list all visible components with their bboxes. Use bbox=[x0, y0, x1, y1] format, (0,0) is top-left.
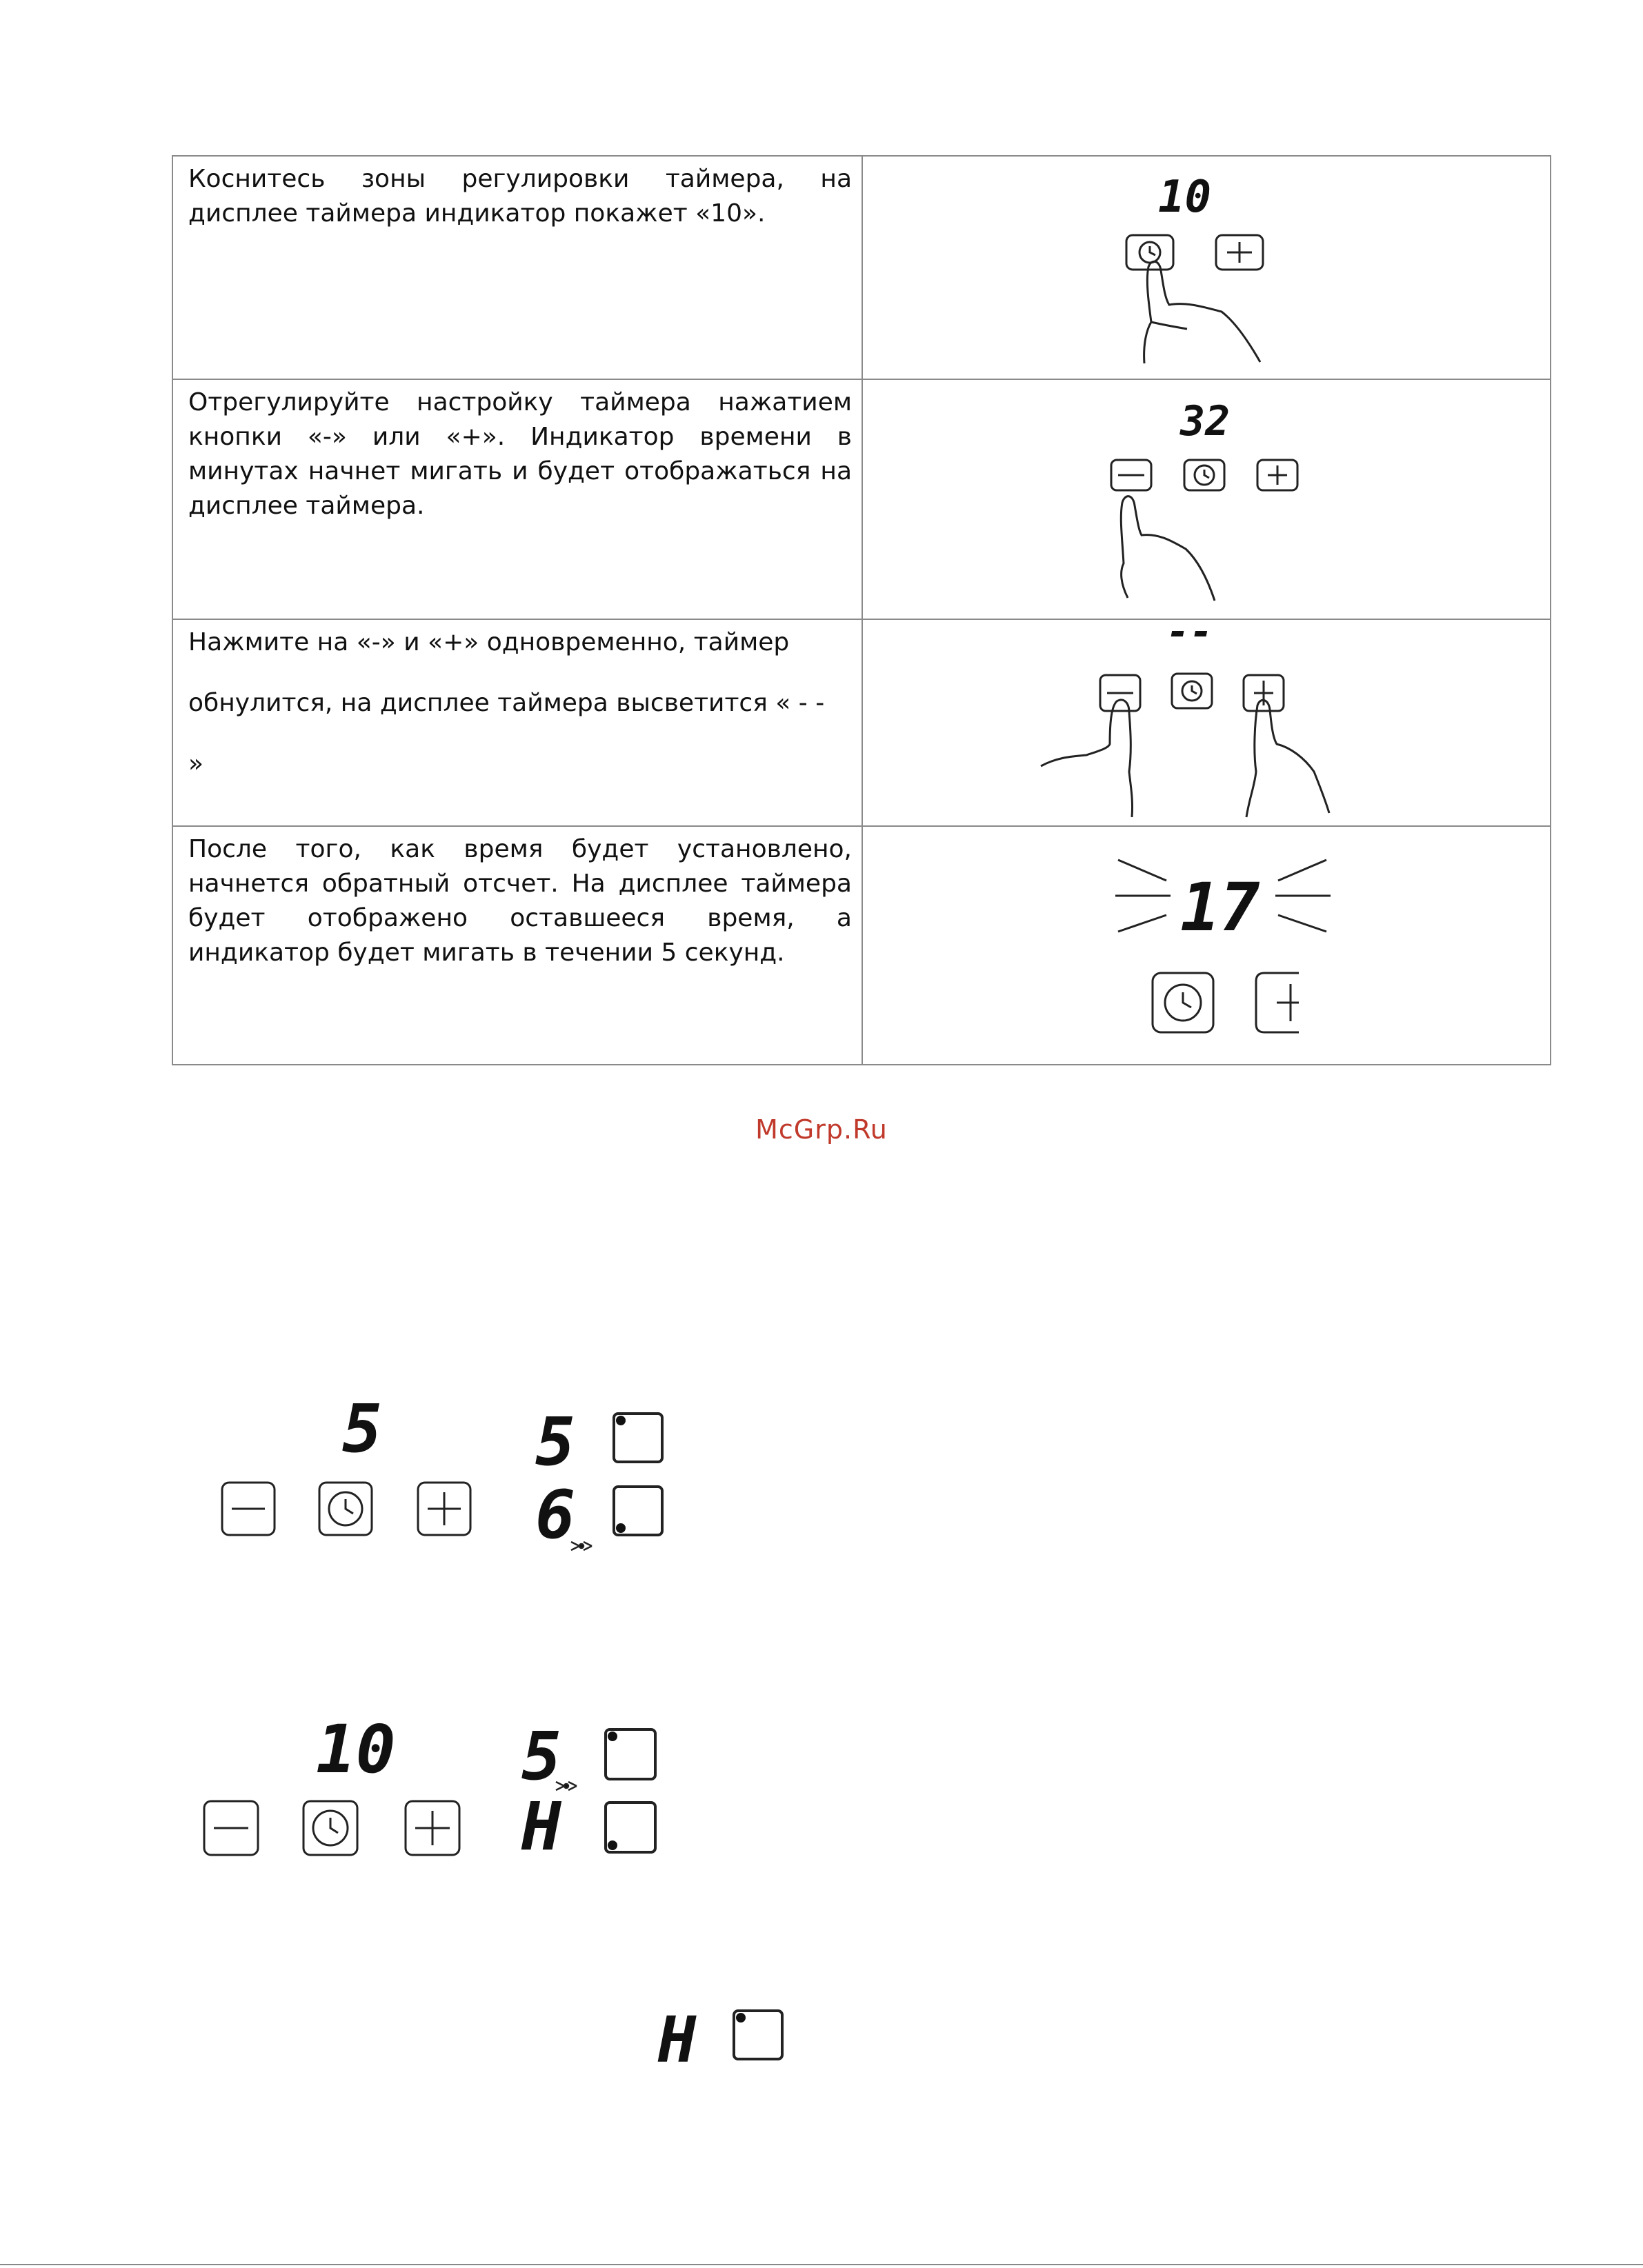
hob-figure-2 bbox=[193, 1703, 690, 1883]
table-row bbox=[172, 619, 1551, 826]
clock-button[interactable] bbox=[1153, 973, 1213, 1032]
timer-display: 32 bbox=[1180, 397, 1231, 445]
row-illustration bbox=[862, 379, 1551, 619]
timer-countdown-illustration bbox=[863, 827, 1550, 1058]
zone-display: H bbox=[521, 1788, 561, 1865]
table-row bbox=[172, 156, 1551, 379]
finger-icon bbox=[1144, 261, 1260, 363]
plus-icon bbox=[428, 1492, 461, 1525]
plus-button[interactable] bbox=[1256, 973, 1299, 1032]
right-finger-icon bbox=[1246, 700, 1329, 817]
hob-figure-1 bbox=[207, 1386, 690, 1565]
clock-button[interactable] bbox=[303, 1801, 357, 1855]
row-illustration bbox=[862, 619, 1551, 826]
timer-display: 5 bbox=[342, 1390, 382, 1467]
timer-adjust-illustration bbox=[863, 380, 1550, 613]
timer-display: 10 bbox=[1158, 172, 1212, 223]
row-text bbox=[172, 619, 862, 826]
plus-button[interactable] bbox=[406, 1801, 459, 1855]
row-text-line: Нажмите на «-» и «+» одновременно, таймер bbox=[188, 628, 790, 656]
watermark: McGrp.Ru bbox=[755, 1114, 888, 1145]
plus-icon bbox=[1277, 984, 1299, 1021]
timer-display: 10 bbox=[316, 1711, 396, 1788]
clock-button[interactable] bbox=[1184, 460, 1224, 490]
instruction-table bbox=[172, 155, 1551, 1065]
clock-button[interactable] bbox=[319, 1483, 372, 1535]
row-text: После того, как время будет установлено, начнется обратный отсчет. На дисплее таймера будет отображено оставшееся время, а индикатор будет мигать в течении 5 секунд. bbox=[172, 826, 862, 1065]
plus-icon bbox=[1254, 681, 1273, 705]
zone-display: 6 bbox=[535, 1476, 575, 1554]
table-row bbox=[172, 379, 1551, 619]
row-text-line: обнулится, на дисплее таймера высветится « - - bbox=[188, 689, 825, 717]
timer-display: 17 bbox=[1180, 869, 1260, 946]
minus-button[interactable] bbox=[1111, 460, 1151, 490]
plus-button[interactable] bbox=[1216, 235, 1263, 270]
row-illustration bbox=[862, 826, 1551, 1065]
plus-icon bbox=[1268, 465, 1287, 485]
plus-button[interactable] bbox=[1257, 460, 1297, 490]
minus-button[interactable] bbox=[222, 1483, 275, 1535]
plus-button[interactable] bbox=[418, 1483, 470, 1535]
finger-icon bbox=[1121, 496, 1215, 601]
clock-button[interactable] bbox=[1172, 674, 1212, 708]
minus-button[interactable] bbox=[204, 1801, 258, 1855]
zone-display: 5 bbox=[535, 1403, 575, 1481]
plus-icon bbox=[415, 1811, 450, 1845]
timer-touch-illustration bbox=[863, 157, 1550, 373]
row-text-line: » bbox=[188, 750, 204, 778]
zone-display: H bbox=[658, 2003, 697, 2077]
row-illustration bbox=[862, 156, 1551, 379]
zone-display: 5 bbox=[521, 1718, 561, 1795]
row-text: Отрегулируйте настройку таймера нажатием кнопки «-» или «+». Индикатор времени в минутах начнет мигать и будет отображаться на дисплее таймера. bbox=[172, 379, 862, 619]
page-bottom-rule bbox=[0, 2264, 1643, 2265]
minus-button[interactable] bbox=[1100, 675, 1140, 711]
plus-button[interactable] bbox=[1244, 675, 1284, 711]
hob-figure-3 bbox=[648, 2000, 814, 2083]
plus-icon bbox=[1227, 242, 1252, 263]
row-text: Коснитесь зоны регулировки таймера, на дисплее таймера индикатор покажет «10». bbox=[172, 156, 862, 379]
timer-reset-illustration bbox=[863, 620, 1550, 820]
timer-display: -- bbox=[1166, 620, 1213, 654]
table-row bbox=[172, 826, 1551, 1065]
left-finger-icon bbox=[1041, 700, 1133, 817]
